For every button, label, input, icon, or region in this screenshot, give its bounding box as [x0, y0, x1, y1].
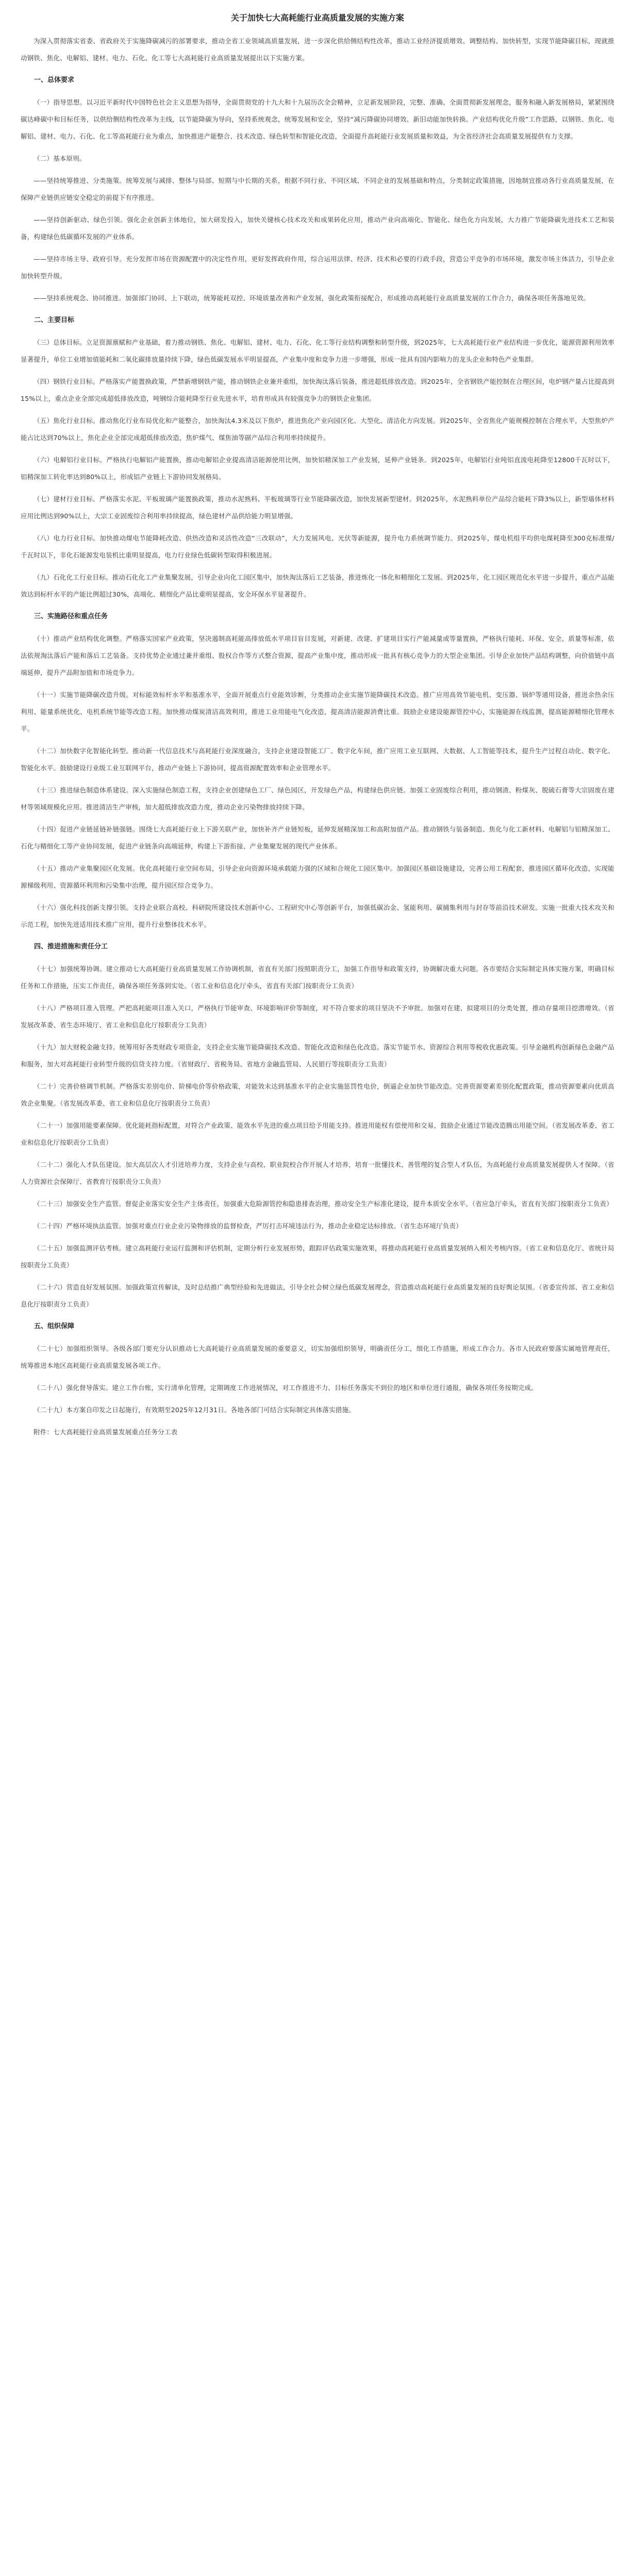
paragraph: ——坚持创新驱动、绿色引领。强化企业创新主体地位，加大研发投入，加快关键核心技术攻关和成果转化应用，推动产业向高端化、智能化、绿色化方向发展，大力推广节能降碳先进技术工艺和装备，构建绿色低碳循环发展的产业体系。 — [21, 216, 614, 241]
paragraph: （一）指导思想。以习近平新时代中国特色社会主义思想为指导，全面贯彻党的十九大和十九届历次全会精神，立足新发展阶段，完整、准确、全面贯彻新发展理念，服务和融入新发展格局，紧紧围绕碳达峰碳中和目标任务，以供给侧结构性改革为主线，以节能降碳为导向，坚持系统观念，统筹发展和安全，坚持“减污降碳协同增效、新旧动能加快转换、产业结构优化升级”工作思路，以钢铁、焦化、电解铝、建材、电力、石化、化工等高耗能行业为重点，加快推进产能整合、技术改造、绿色转型和智能化改造，全面提升高耗能行业发展质量和效益，为全省经济社会高质量发展提供有力支撑。 — [21, 98, 614, 140]
paragraph: （十五）推动产业集聚园区化发展。优化高耗能行业空间布局，引导企业向资源环境承载能力强的区域和合规化工园区集中。加强园区基础设施建设，完善公用工程配套，推进园区循环化改造，实现能源梯级利用、资源循环利用和污染集中治理，提升园区综合竞争力。 — [21, 865, 614, 889]
section-heading: 一、总体要求 — [34, 76, 75, 84]
section-heading: 四、推进措施和责任分工 — [34, 943, 108, 951]
paragraph: 附件：七大高耗能行业高质量发展重点任务分工表 — [34, 1428, 178, 1436]
paragraph: （二十一）加强用能要素保障。优化能耗指标配置，对符合产业政策、能效水平先进的重点项目给予用能支持。推进用能权有偿使用和交易，鼓励企业通过节能改造腾出用能空间。（省发展改革委、省工业和信息化厅按职责分工负责） — [21, 1122, 614, 1146]
paragraph: （七）建材行业目标。严格落实水泥、平板玻璃产能置换政策，推动水泥熟料、平板玻璃等行业节能降碳改造，加快发展新型建材。到2025年，水泥熟料单位产品综合能耗下降3%以上，新型墙体材料应用比例达到90%以上，大宗工业固废综合利用率持续提高，绿色建材产品供给能力明显增强。 — [21, 495, 614, 520]
paragraph: （十一）实施节能降碳改造升级。对标能效标杆水平和基准水平，全面开展重点行业能效诊断，分类推动企业实施节能降碳技术改造。推广应用高效节能电机、变压器、锅炉等通用设备，推进余热余压利用、能量系统优化、电机系统节能等改造工程。加快推动煤炭清洁高效利用，推进工业用能电气化改造，提高清洁能源消费比重。鼓励企业建设能源管控中心，实施能源在线监测，提高能源精细化管理水平。 — [21, 691, 614, 733]
section-heading: 二、主要目标 — [34, 316, 75, 324]
paragraph: （二十七）加强组织领导。各级各部门要充分认识推动七大高耗能行业高质量发展的重要意义，切实加强组织领导，明确责任分工，细化工作措施，形成工作合力。各市人民政府要落实属地管理责任，统筹推进本地区高耗能行业高质量发展各项工作。 — [21, 1345, 614, 1369]
paragraph: （十）推动产业结构优化调整。严格落实国家产业政策，坚决遏制高耗能高排放低水平项目盲目发展，对新建、改建、扩建项目实行产能减量或等量置换，严格执行能耗、环保、安全、质量等标准，依法依规淘汰落后产能和落后工艺装备。支持优势企业通过兼并重组、股权合作等方式整合资源，提高产业集中度，推动形成一批具有核心竞争力的大型企业集团。引导企业加快产品结构调整，向价值链中高端延伸，提升产品附加值和市场竞争力。 — [21, 635, 614, 676]
document-title: 关于加快七大高耗能行业高质量发展的实施方案 — [230, 13, 404, 23]
paragraph: ——坚持系统观念、协同推进。加强部门协同、上下联动，统筹能耗双控、环境质量改善和产业发展，强化政策衔接配合，形成推动高耗能行业高质量发展的工作合力，确保各项任务落地见效。 — [34, 294, 590, 302]
paragraph: （二）基本原则。 — [34, 155, 86, 162]
paragraph: （二十二）强化人才队伍建设。加大高层次人才引进培养力度，支持企业与高校、职业院校合作开展人才培养，培育一批懂技术、善管理的复合型人才队伍，为高耗能行业高质量发展提供人才保障。（省人力资源社会保障厅、省教育厅按职责分工负责） — [21, 1161, 614, 1185]
paragraph: （二十八）强化督导落实。建立工作台账，实行清单化管理，定期调度工作进展情况，对工作推进不力、目标任务落实不到位的地区和单位进行通报，确保各项任务按期完成。 — [34, 1384, 538, 1392]
paragraph: （八）电力行业目标。加快推动煤电节能降耗改造、供热改造和灵活性改造“三改联动”，大力发展风电、光伏等新能源，提升电力系统调节能力。到2025年，煤电机组平均供电煤耗降至300克标准煤/千瓦时以下，非化石能源发电装机比重明显提高，电力行业绿色低碳转型取得积极进展。 — [21, 534, 614, 559]
paragraph: （二十九）本方案自印发之日起施行，有效期至2025年12月31日。各地各部门可结合实际制定具体落实措施。 — [34, 1406, 356, 1414]
paragraph: （十八）严格项目准入管理。严把高耗能项目准入关口，严格执行节能审查、环境影响评价等制度，对不符合要求的项目坚决不予审批。加强对在建、拟建项目的分类处置，推动存量项目挖潜增效。（省发展改革委、省生态环境厅、省工业和信息化厅按职责分工负责） — [21, 1004, 614, 1029]
section-heading: 五、组织保障 — [34, 1323, 75, 1330]
paragraph: （十六）强化科技创新支撑引领。支持企业联合高校、科研院所建设技术创新中心、工程研究中心等创新平台，加强低碳冶金、氢能利用、碳捕集利用与封存等前沿技术研发。实施一批重大技术攻关和示范工程，加快先进适用技术推广应用，提升行业整体技术水平。 — [21, 904, 614, 928]
paragraph: （三）总体目标。立足资源禀赋和产业基础，着力推动钢铁、焦化、电解铝、建材、电力、石化、化工等行业结构调整和转型升级，到2025年，七大高耗能行业产业结构进一步优化，能源资源利用效率显著提升，单位工业增加值能耗和二氧化碳排放量持续下降，绿色低碳发展水平明显提高，产业集中度和竞争力进一步增强，形成一批具有国内影响力的龙头企业和特色产业集群。 — [21, 338, 614, 363]
paragraph: ——坚持统筹推进、分类施策。统筹发展与减排、整体与局部、短期与中长期的关系，根据不同行业、不同区域、不同企业的发展基础和特点，分类制定政策措施，因地制宜推动各行业高质量发展，在保障产业链供应链安全稳定的前提下有序推进。 — [21, 177, 614, 201]
paragraph: （十二）加快数字化智能化转型。推动新一代信息技术与高耗能行业深度融合，支持企业建设智能工厂、数字化车间，推广应用工业互联网、大数据、人工智能等技术，提升生产过程自动化、数字化、智能化水平。鼓励建设行业级工业互联网平台，推动产业链上下游协同，提高资源配置效率和企业管理水平。 — [21, 747, 614, 772]
paragraph: （五）焦化行业目标。推动焦化行业布局优化和产能整合，加快淘汰4.3米及以下焦炉，推进焦化产业向园区化、大型化、清洁化方向发展。到2025年，全省焦化产能规模控制在合理水平，大型焦炉产能占比达到70%以上，焦化企业全部完成超低排放改造，焦炉煤气、煤焦油等副产品综合利用率持续提升。 — [21, 417, 614, 442]
paragraph: （二十四）严格环境执法监管。加强对重点行业企业污染物排放的监督检查，严厉打击环境违法行为，推动企业稳定达标排放。（省生态环境厅负责） — [34, 1222, 462, 1230]
paragraph: （二十）完善价格调节机制。严格落实差别电价、阶梯电价等价格政策，对能效未达到基准水平的企业实施惩罚性电价，倒逼企业加快节能改造。完善资源要素差别化配置政策，推动资源要素向优质高效企业集聚。（省发展改革委、省工业和信息化厅按职责分工负责） — [21, 1082, 614, 1107]
paragraph: （二十三）加强安全生产监管。督促企业落实安全生产主体责任，加强重大危险源管控和隐患排查治理，推动安全生产标准化建设，提升本质安全水平。（省应急厅牵头，省直有关部门按职责分工负责） — [34, 1200, 613, 1208]
document-body — [21, 32, 614, 1440]
paragraph: ——坚持市场主导、政府引导。充分发挥市场在资源配置中的决定性作用，更好发挥政府作用，综合运用法律、经济、技术和必要的行政手段，营造公平竞争的市场环境，激发市场主体活力，引导企业加快转型升级。 — [21, 255, 614, 280]
paragraph: （二十六）营造良好发展氛围。加强政策宣传解读，及时总结推广典型经验和先进做法，引导全社会树立绿色低碳发展理念，营造推动高耗能行业高质量发展的良好舆论氛围。（省委宣传部、省工业和信息化厅按职责分工负责） — [21, 1283, 614, 1308]
paragraph: （十三）推进绿色制造体系建设。深入实施绿色制造工程，支持企业创建绿色工厂、绿色园区，开发绿色产品，构建绿色供应链。加强工业固废综合利用，推动钢渣、粉煤灰、脱硫石膏等大宗固废在建材等领域规模化应用。推进清洁生产审核，加大超低排放改造力度，推动企业污染物排放持续下降。 — [21, 786, 614, 811]
section-heading: 三、实施路径和重点任务 — [34, 613, 108, 620]
paragraph: （十四）促进产业链延链补链强链。围绕七大高耗能行业上下游关联产业，加快补齐产业链短板，延伸发展精深加工和高附加值产品。推动钢铁与装备制造、焦化与化工新材料、电解铝与铝精深加工、石化与精细化工等产业协同发展，促进产业链条向高端延伸，构建上下游衔接、产业集聚发展的现代产业体系。 — [21, 825, 614, 850]
paragraph: （十七）加强统筹协调。建立推动七大高耗能行业高质量发展工作协调机制，省直有关部门按照职责分工，加强工作指导和政策支持，协调解决重大问题。各市要结合实际制定具体实施方案，明确目标任务和工作措施，压实工作责任，确保各项任务落到实处。（省工业和信息化厅牵头，省直有关部门按职责分工负责） — [21, 965, 614, 990]
paragraph: （九）石化化工行业目标。推动石化化工产业集聚发展，引导企业向化工园区集中，加快淘汰落后工艺装备，推进炼化一体化和精细化工发展。到2025年，化工园区规范化水平进一步提升，重点产品能效达到标杆水平的产能比例超过30%，高端化、精细化产品比重明显提高，安全环保水平显著提升。 — [21, 573, 614, 598]
paragraph: （六）电解铝行业目标。严格执行电解铝产能置换，推动电解铝企业提高清洁能源使用比例，加快铝精深加工产业发展，延伸产业链条。到2025年，电解铝行业吨铝直流电耗降至12800千瓦时以下，铝精深加工转化率达到80%以上，形成铝产业链上下游协同发展格局。 — [21, 456, 614, 481]
paragraph: 为深入贯彻落实省委、省政府关于实施降碳减污的部署要求，推动全省工业领域高质量发展，进一步深化供给侧结构性改革，推动工业经济提质增效、调整结构、加快转型，实现节能降碳目标，现就推动钢铁、焦化、电解铝、建材、电力、石化、化工等七大高耗能行业高质量发展提出以下实施方案。 — [21, 37, 614, 62]
paragraph: （十九）加大财税金融支持。统筹用好各类财政专项资金，支持企业实施节能降碳技术改造、智能化改造和绿色化改造。落实节能节水、资源综合利用等税收优惠政策。引导金融机构创新绿色金融产品和服务，加大对高耗能行业转型升级的信贷支持力度。（省财政厅、省税务局、省地方金融监管局、人民银行等按职责分工负责） — [21, 1043, 614, 1068]
paragraph: （四）钢铁行业目标。严格落实产能置换政策，严禁新增钢铁产能，推动钢铁企业兼并重组，加快淘汰落后装备，推进超低排放改造。到2025年，全省钢铁产能控制在合理区间，电炉钢产量占比提高到15%以上，重点企业全部完成超低排放改造，吨钢综合能耗降至行业先进水平，培育形成具有较强竞争力的钢铁企业集团。 — [21, 378, 614, 402]
paragraph: （二十五）加强监测评估考核。建立高耗能行业运行监测和评估机制，定期分析行业发展形势，跟踪评估政策实施效果，将推动高耗能行业高质量发展纳入相关考核内容。（省工业和信息化厅、省统计局按职责分工负责） — [21, 1244, 614, 1269]
